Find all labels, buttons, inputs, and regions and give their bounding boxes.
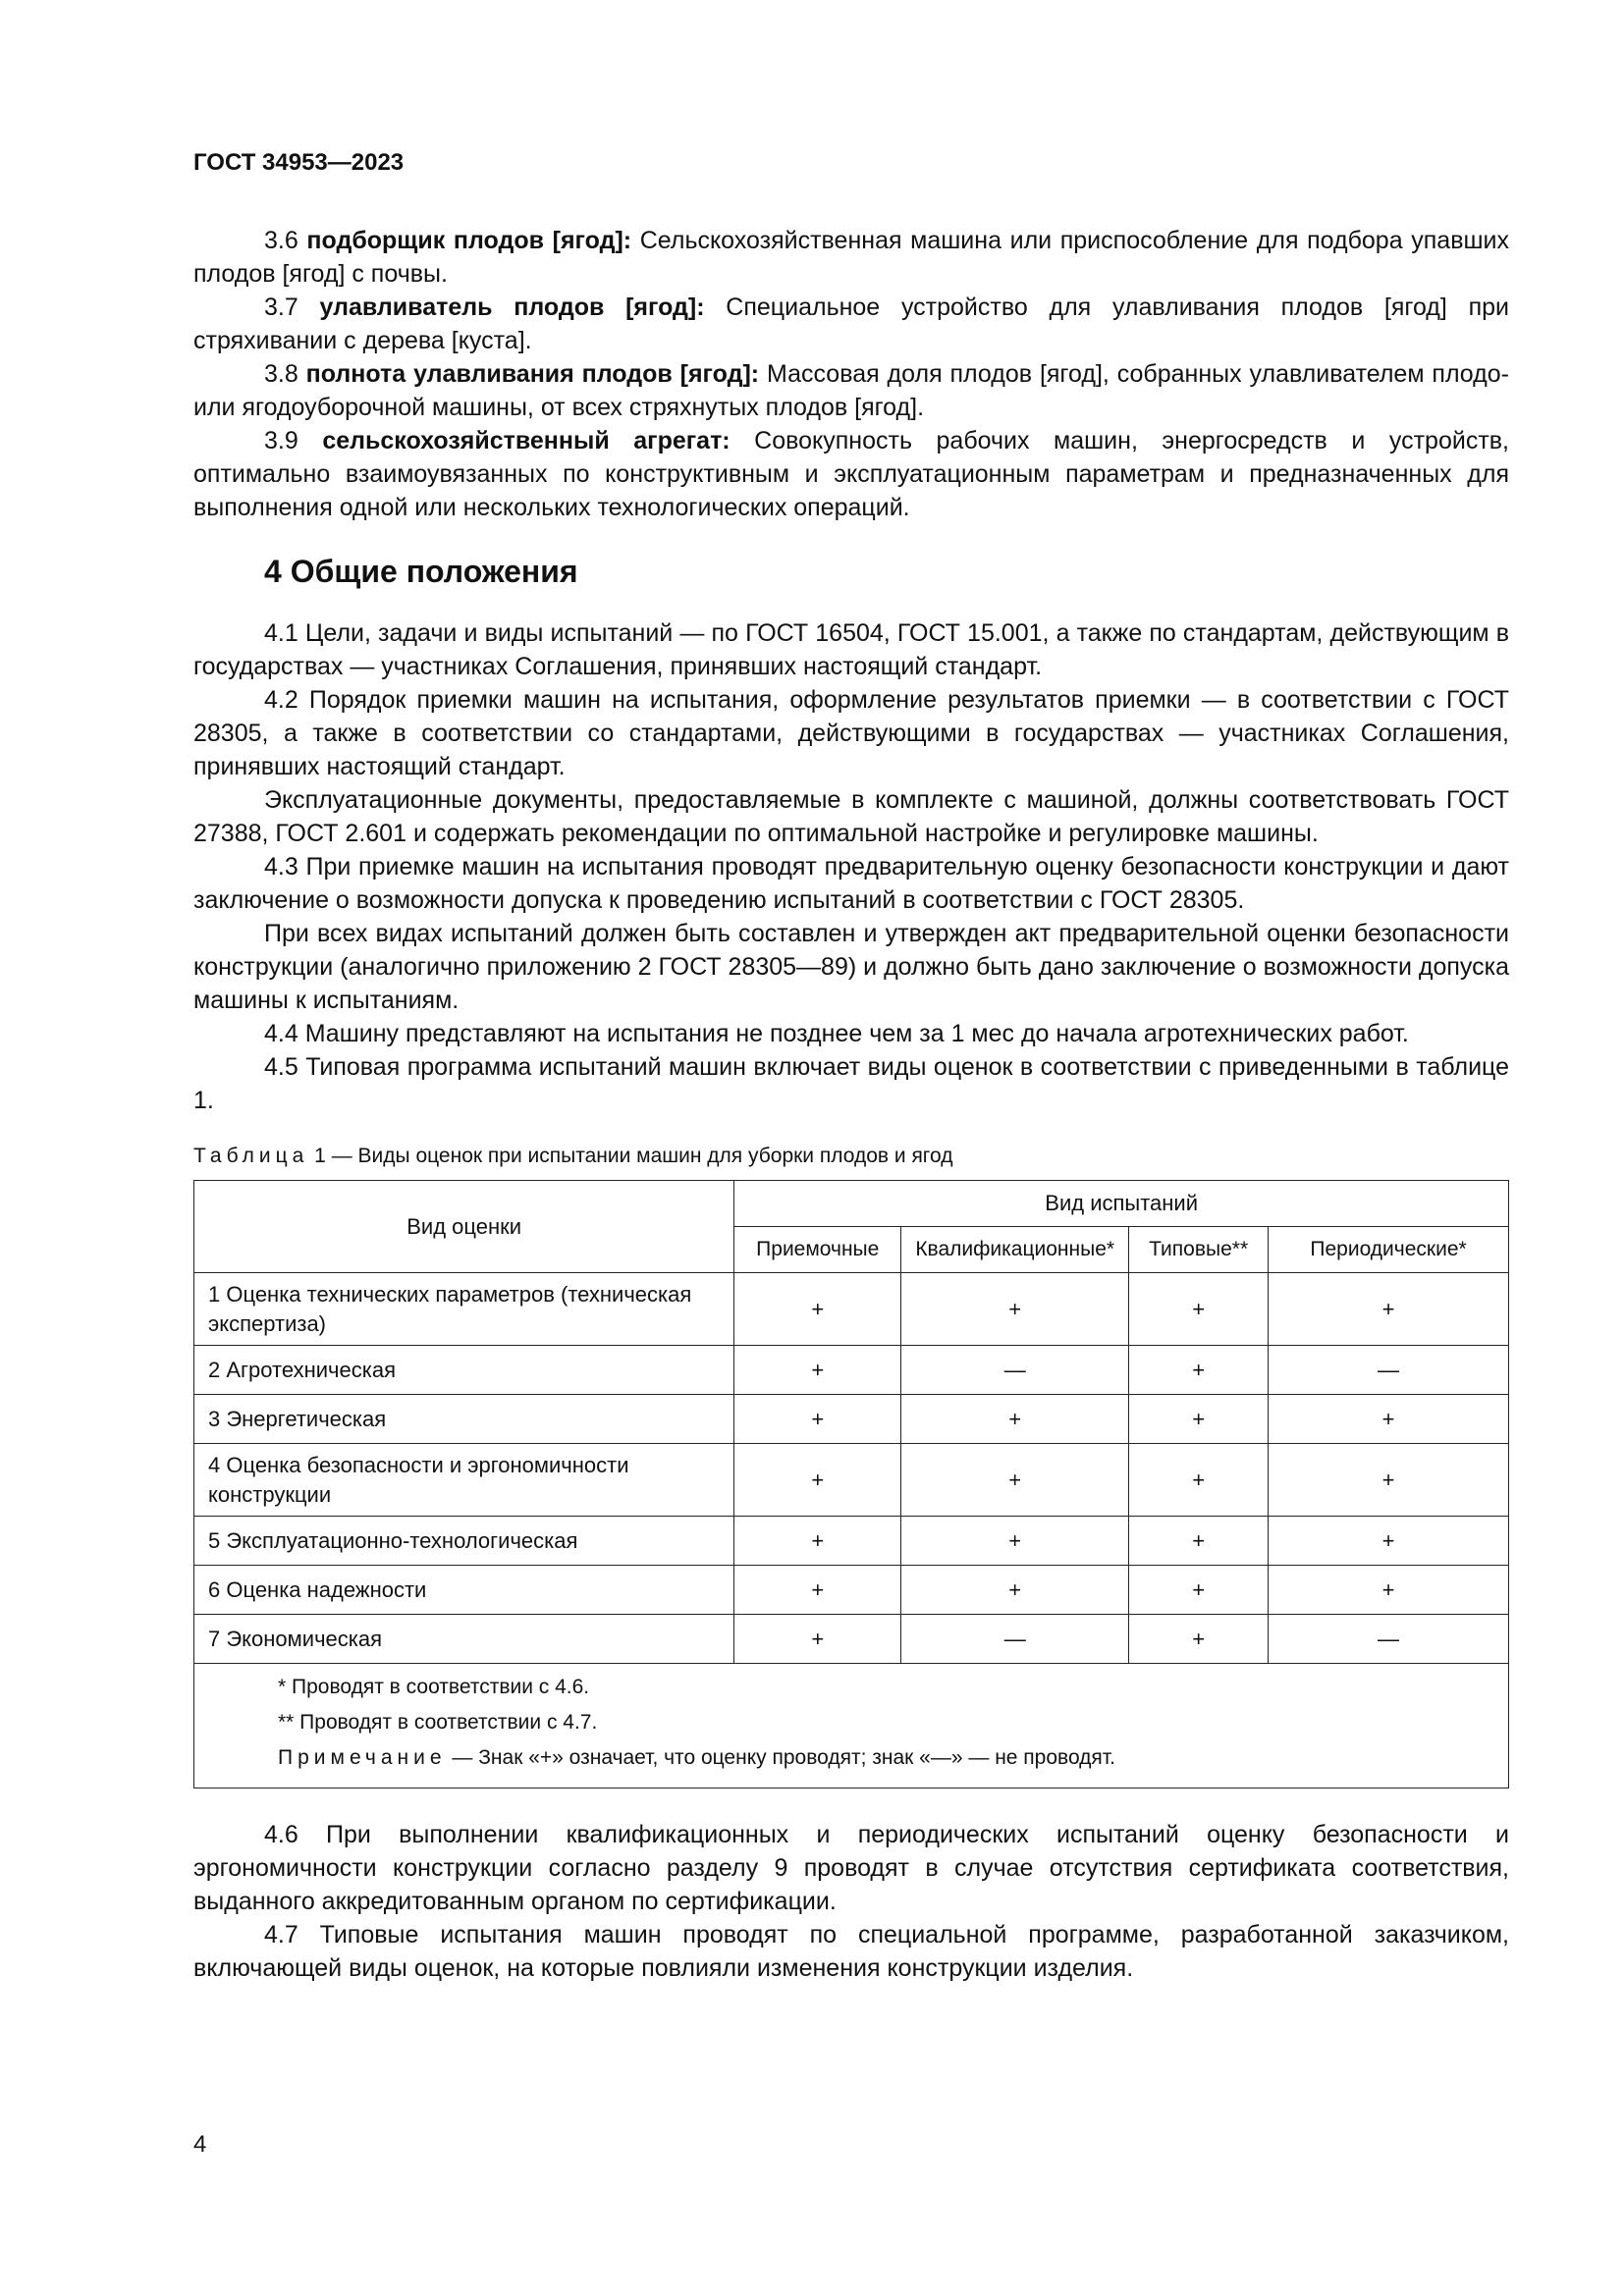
paragraph-4-2: 4.2 Порядок приемки машин на испытания, оформление результатов приемки — в соответствии с ГОСТ 28305, а также в соответствии со стандартами, действующими в государствах — участниках Соглашения, принявших настоящий стандарт.: [193, 686, 1509, 780]
paragraph-4-6: 4.6 При выполнении квалификационных и периодических испытаний оценку безопасности и эргономичности конструкции согласно разделу 9 проводят в случае отсутствия сертификата соответствия, выданного аккредитованным органом по сертификации.: [193, 1821, 1509, 1915]
cell-mark: +: [1269, 1517, 1509, 1566]
header-test-type: Вид испытаний: [734, 1181, 1509, 1227]
row-label: 1 Оценка технических параметров (техническая экспертиза): [194, 1273, 734, 1346]
definition-3-7: 3.7 улавливатель плодов [ягод]: Специальное устройство для улавливания плодов [ягод] при стряхивании с дерева [куста].: [193, 294, 1509, 354]
paragraph-4-5: 4.5 Типовая программа испытаний машин включает виды оценок в соответствии с приведенными в таблице 1.: [193, 1053, 1509, 1114]
header-qualification: Квалификационные*: [901, 1227, 1129, 1273]
header-typical: Типовые**: [1129, 1227, 1269, 1273]
cell-mark: +: [901, 1444, 1129, 1517]
definition-term: подборщик плодов [ягод]:: [306, 227, 632, 254]
cell-mark: +: [1129, 1615, 1269, 1664]
document-header: ГОСТ 34953—2023: [193, 149, 405, 176]
after-table-text: [193, 1818, 1509, 1985]
definition-term: сельскохозяйственный агрегат:: [322, 427, 731, 454]
footnote-2: ** Проводят в соответствии с 4.7.: [278, 1711, 598, 1734]
page-number: 4: [193, 2131, 207, 2158]
table-row: [194, 1517, 1509, 1566]
cell-mark: +: [734, 1346, 901, 1395]
row-label: 5 Эксплуатационно-технологическая: [194, 1517, 734, 1566]
table-header-row: [194, 1181, 1509, 1227]
row-label: 6 Оценка надежности: [194, 1566, 734, 1615]
cell-mark: +: [734, 1395, 901, 1444]
paragraph-4-4: 4.4 Машину представляют на испытания не позднее чем за 1 мес до начала агротехнических работ.: [264, 1020, 1409, 1047]
cell-mark: +: [901, 1517, 1129, 1566]
paragraph-4-2-docs: Эксплуатационные документы, предоставляемые в комплекте с машиной, должны соответствовать ГОСТ 27388, ГОСТ 2.601 и содержать рекомендации по оптимальной настройке и регулировке машины.: [193, 786, 1509, 847]
row-label: 2 Агротехническая: [194, 1346, 734, 1395]
table-notes: [194, 1664, 1509, 1789]
row-label: 4 Оценка безопасности и эргономичности конструкции: [194, 1444, 734, 1517]
cell-mark: +: [1129, 1444, 1269, 1517]
definition-3-6: 3.6 подборщик плодов [ягод]: Сельскохозяйственная машина или приспособление для подбора упавших плодов [ягод] с почвы.: [193, 227, 1509, 288]
section-title: 4 Общие положения: [264, 554, 578, 589]
table-row: [194, 1273, 1509, 1346]
cell-mark: —: [901, 1615, 1129, 1664]
table-row: [194, 1615, 1509, 1664]
cell-mark: +: [734, 1615, 901, 1664]
definition-3-9: 3.9 сельскохозяйственный агрегат: Совокупность рабочих машин, энергосредств и устройств, оптимально взаимоувязанных по конструктивным и эксплуатационным параметрам и предназначенных для выполнения одной или нескольких технологических операций.: [193, 427, 1509, 521]
table-row: [194, 1566, 1509, 1615]
evaluation-table: [193, 1180, 1509, 1789]
cell-mark: +: [734, 1517, 901, 1566]
cell-mark: +: [1269, 1273, 1509, 1346]
cell-mark: +: [734, 1273, 901, 1346]
note-label: Примечание: [278, 1746, 447, 1769]
paragraph-4-3-act: При всех видах испытаний должен быть составлен и утвержден акт предварительной оценки безопасности конструкции (аналогично приложению 2 ГОСТ 28305—89) и должно быть дано заключение о возможности допуска машины к испытаниям.: [193, 920, 1509, 1014]
cell-mark: +: [1129, 1517, 1269, 1566]
cell-mark: +: [1129, 1566, 1269, 1615]
cell-mark: +: [1269, 1395, 1509, 1444]
header-eval-type: Вид оценки: [194, 1181, 734, 1273]
definition-3-8: 3.8 полнота улавливания плодов [ягод]: Массовая доля плодов [ягод], собранных улавливателем плодо- или ягодоуборочной машины, от всех стряхнутых плодов [ягод].: [193, 360, 1509, 421]
cell-mark: —: [901, 1346, 1129, 1395]
table-row: [194, 1346, 1509, 1395]
cell-mark: +: [901, 1566, 1129, 1615]
definition-term: улавливатель плодов [ягод]:: [319, 294, 705, 321]
footnote-1: * Проводят в соответствии с 4.6.: [278, 1676, 590, 1698]
table-note: Примечание — Знак «+» означает, что оценку проводят; знак «—» — не проводят.: [278, 1746, 1115, 1769]
header-periodic: Периодические*: [1269, 1227, 1509, 1273]
cell-mark: +: [734, 1566, 901, 1615]
cell-mark: +: [1269, 1444, 1509, 1517]
cell-mark: —: [1269, 1615, 1509, 1664]
cell-mark: +: [734, 1444, 901, 1517]
cell-mark: +: [901, 1273, 1129, 1346]
paragraph-4-7: 4.7 Типовые испытания машин проводят по специальной программе, разработанной заказчиком, включающей виды оценок, на которые повлияли изменения конструкции изделия.: [193, 1921, 1509, 1982]
table-row: [194, 1395, 1509, 1444]
header-acceptance: Приемочные: [734, 1227, 901, 1273]
definition-term: полнота улавливания плодов [ягод]:: [305, 360, 760, 388]
document-body: [193, 224, 1509, 1985]
row-label: 3 Энергетическая: [194, 1395, 734, 1444]
cell-mark: +: [901, 1395, 1129, 1444]
cell-mark: —: [1269, 1346, 1509, 1395]
paragraph-4-3: 4.3 При приемке машин на испытания проводят предварительную оценку безопасности конструкции и дают заключение о возможности допуска к проведению испытаний в соответствии с ГОСТ 28305.: [193, 853, 1509, 914]
cell-mark: +: [1269, 1566, 1509, 1615]
cell-mark: +: [1129, 1346, 1269, 1395]
table-notes-row: [194, 1664, 1509, 1789]
cell-mark: +: [1129, 1395, 1269, 1444]
cell-mark: +: [1129, 1273, 1269, 1346]
row-label: 7 Экономическая: [194, 1615, 734, 1664]
paragraph-4-1: 4.1 Цели, задачи и виды испытаний — по ГОСТ 16504, ГОСТ 15.001, а также по стандартам, действующим в государствах — участниках Соглашения, принявших настоящий стандарт.: [193, 619, 1509, 680]
table-caption: Таблица 1 — Виды оценок при испытании машин для уборки плодов и ягод: [193, 1145, 953, 1167]
table-row: [194, 1444, 1509, 1517]
table-caption-label: Таблица: [193, 1145, 309, 1167]
